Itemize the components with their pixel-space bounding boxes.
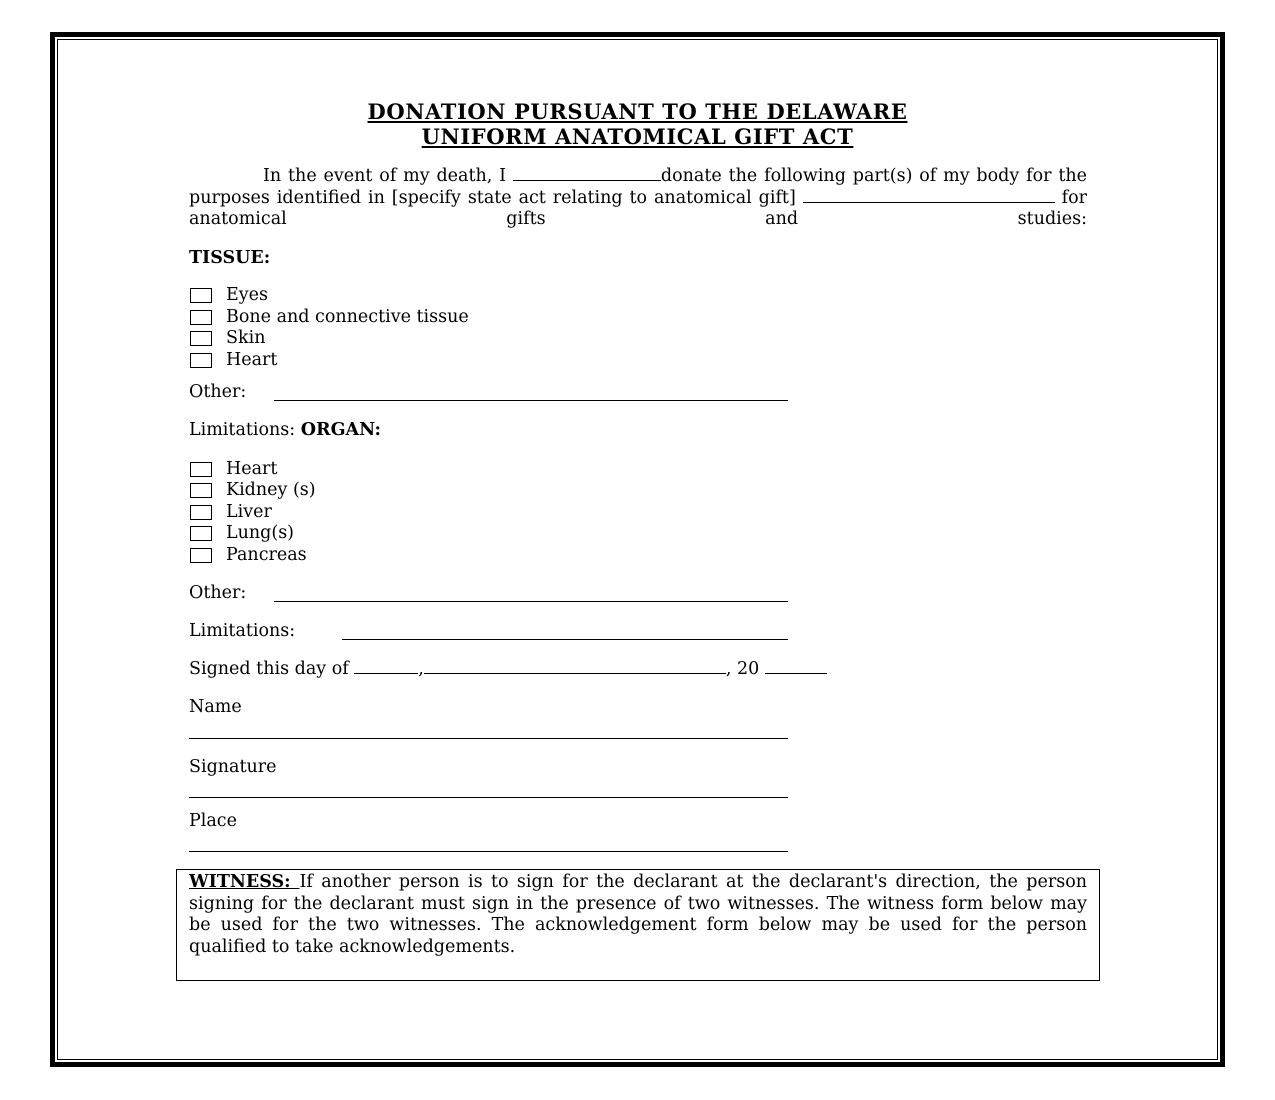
signed-comma: , xyxy=(418,659,424,679)
organ-item-label: Liver xyxy=(226,502,272,522)
document-title-line-2: UNIFORM ANATOMICAL GIFT ACT xyxy=(421,124,854,149)
signature-label: Signature xyxy=(189,757,277,777)
state-act-blank[interactable] xyxy=(803,188,1055,203)
tissue-other-label: Other: xyxy=(189,382,247,402)
tissue-item-label: Skin xyxy=(226,328,266,348)
organ-other-line[interactable] xyxy=(274,601,788,602)
name-label: Name xyxy=(189,697,242,717)
organ-limitations-row xyxy=(189,420,381,440)
organ-item-label: Heart xyxy=(226,459,278,479)
document-title-line-1: DONATION PURSUANT TO THE DELAWARE xyxy=(367,99,908,124)
organ-other-label: Other: xyxy=(189,583,247,603)
organ-heart-checkbox[interactable] xyxy=(190,462,212,477)
tissue-limitations-label: Limitations: xyxy=(189,420,296,440)
organ-item-label: Lung(s) xyxy=(226,523,295,543)
witness-label: WITNESS: xyxy=(189,872,300,892)
tissue-item-label: Heart xyxy=(226,350,278,370)
organ-item-label: Pancreas xyxy=(226,545,307,565)
organ-pancreas-checkbox[interactable] xyxy=(190,548,212,563)
signed-year-blank[interactable] xyxy=(765,659,827,674)
organ-lungs-checkbox[interactable] xyxy=(190,526,212,541)
tissue-eyes-checkbox[interactable] xyxy=(190,288,212,303)
intro-paragraph xyxy=(189,166,1087,231)
organ-kidney-checkbox[interactable] xyxy=(190,483,212,498)
organ-limitations-label: Limitations: xyxy=(189,621,296,641)
intro-text-2: donate the following part(s) of my body for the purposes identified in [specify state act relating to anatomical gift] xyxy=(189,166,1087,208)
signed-year-prefix: , 20 xyxy=(725,659,765,679)
signature-line[interactable] xyxy=(189,797,788,798)
organ-heading: ORGAN: xyxy=(300,420,381,440)
tissue-other-line[interactable] xyxy=(274,400,788,401)
place-label: Place xyxy=(189,811,237,831)
place-line[interactable] xyxy=(189,851,788,852)
organ-item-label: Kidney (s) xyxy=(226,480,316,500)
tissue-heart-checkbox[interactable] xyxy=(190,353,212,368)
signed-date-row xyxy=(189,659,827,679)
tissue-heading: TISSUE: xyxy=(189,248,271,268)
signed-month-blank[interactable] xyxy=(424,659,726,674)
name-line[interactable] xyxy=(189,738,788,739)
witness-text: If another person is to sign for the declarant at the declarant's direction, the person signing for the declarant must sign in the presence of two witnesses. The witness form below may be used for the two witnesses. The acknowledgement form below may be used for the person qualified to take acknowledgements. xyxy=(189,872,1088,957)
tissue-skin-checkbox[interactable] xyxy=(190,331,212,346)
donor-name-blank[interactable] xyxy=(513,166,661,181)
tissue-item-label: Bone and connective tissue xyxy=(226,307,469,327)
intro-text-1: In the event of my death, I xyxy=(263,166,513,186)
tissue-bone-checkbox[interactable] xyxy=(190,310,212,325)
tissue-item-label: Eyes xyxy=(226,285,268,305)
organ-limitations-line[interactable] xyxy=(342,639,788,640)
witness-paragraph xyxy=(189,872,1087,958)
intro-text-3: for anatomical gifts and studies: xyxy=(189,187,1087,229)
signed-prefix: Signed this day of xyxy=(189,659,355,679)
organ-liver-checkbox[interactable] xyxy=(190,505,212,520)
signed-day-blank[interactable] xyxy=(354,659,418,674)
